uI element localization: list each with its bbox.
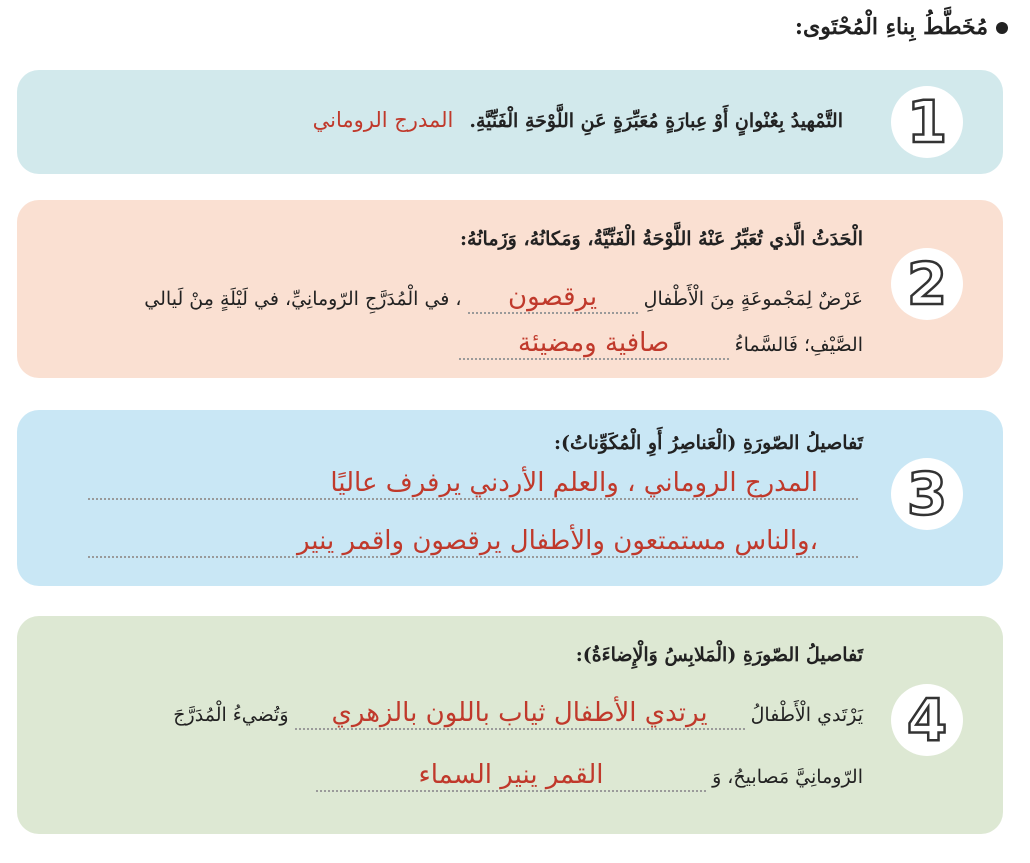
section-2-line-1	[144, 282, 863, 314]
section-2-text-b: ، في الْمُدَرَّجِ الرّومانِيِّ، في لَيْلَةٍ مِنْ لَيالي	[144, 288, 462, 310]
section-1-line	[313, 108, 843, 132]
section-3-blank-b	[88, 526, 858, 558]
section-4-blank-b	[316, 760, 706, 792]
section-1-prompt: التَّمْهيدُ بِعُنْوانٍ أَوْ عِبارَةٍ مُعَبِّرَةٍ عَنِ اللَّوْحَةِ الْفَنِّيَّةِ.	[469, 110, 843, 132]
section-4-prompt: تَفاصيلُ الصّورَةِ (الْمَلابِسُ وَالْإِضاءَةُ):	[575, 644, 863, 666]
section-2-text-c: الصَّيْفِ؛ فَالسَّماءُ	[734, 334, 863, 356]
section-3-answer-b: ،والناس مستمتعون والأطفال يرقصون واقمر ينير	[296, 526, 818, 556]
section-3-prompt-line	[554, 432, 863, 454]
section-3-line-1	[88, 468, 858, 500]
section-4-blank-a	[295, 698, 745, 730]
number-1-icon: 1	[891, 86, 963, 158]
section-1-answer: المدرج الروماني	[312, 108, 454, 132]
section-1-card	[17, 70, 1003, 174]
section-4-prompt-line	[576, 644, 863, 666]
number-2-icon: 2	[891, 248, 963, 320]
section-4-line-1	[173, 698, 863, 730]
bullet-icon	[996, 22, 1008, 34]
section-3-line-2	[88, 526, 858, 558]
section-4-line-2	[316, 760, 863, 792]
section-4-card	[17, 616, 1003, 834]
section-3-prompt: تَفاصيلُ الصّورَةِ (الْعَناصِرُ أَوِ الْمُكَوِّناتُ):	[553, 432, 863, 454]
section-4-answer-b: القمر ينير السماء	[418, 760, 604, 790]
section-2-prompt-line	[460, 228, 863, 250]
section-2-answer-a: يرقصون	[508, 282, 598, 312]
number-3-icon: 3	[891, 458, 963, 530]
section-4-text-c: الرّومانِيَّ مَصابيحُ، وَ	[712, 766, 863, 788]
section-2-prompt: الْحَدَثُ الَّذي تُعَبِّرُ عَنْهُ اللَّوْحَةُ الْفَنِّيَّةُ، وَمَكانُهُ، وَزَمانُهُ:	[460, 228, 863, 250]
section-2-answer-b: صافية ومضيئة	[518, 328, 670, 358]
number-4-icon: 4	[891, 684, 963, 756]
section-2-blank-a	[468, 282, 638, 314]
section-2-card	[17, 200, 1003, 378]
section-4-text-b: وَتُضيءُ الْمُدَرَّجَ	[173, 704, 289, 726]
section-2-blank-b	[459, 328, 729, 360]
section-3-card	[17, 410, 1003, 586]
section-3-answer-a: المدرج الروماني ، والعلم الأردني يرفرف عاليًا	[330, 468, 818, 498]
section-2-line-2	[459, 328, 863, 360]
section-4-answer-a: يرتدي الأطفال ثياب باللون بالزهري	[331, 698, 708, 728]
section-3-blank-a	[88, 468, 858, 500]
section-2-text-a: عَرْضٌ لِمَجْموعَةٍ مِنَ الْأَطْفالِ	[643, 288, 863, 310]
section-4-text-a: يَرْتَدي الْأَطْفالُ	[750, 704, 863, 726]
content-plan-heading: مُخَطَّطُ بِناءِ الْمُحْتَوى:	[795, 14, 1008, 40]
